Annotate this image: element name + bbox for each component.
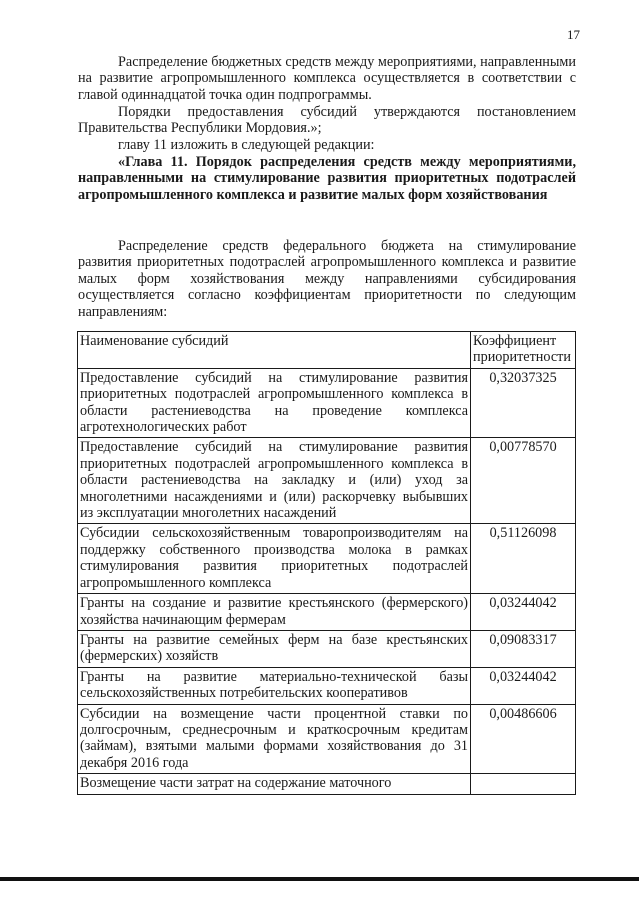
- subsidy-name-cell: Возмещение части затрат на содержание маточного: [78, 774, 471, 794]
- subsidies-table: [77, 331, 576, 795]
- scan-edge-bar: [0, 877, 639, 881]
- table-row: [78, 667, 576, 704]
- header-subsidy-name: Наименование субсидий: [78, 332, 471, 369]
- table-row: [78, 630, 576, 667]
- paragraph-budget-distribution: Распределение бюджетных средств между мероприятиями, направленными на развитие агропромышленного комплекса осуществляется в соответствии с главой одиннадцатой точка один подпрограммы.: [78, 54, 576, 103]
- subsidy-name-cell: Субсидии сельскохозяйственным товаропроизводителям на поддержку собственного производства молока в рамках стимулирования развития приоритетных подотраслей агропромышленного комплекса: [78, 524, 471, 594]
- subsidy-name-cell: Гранты на развитие материально-технической базы сельскохозяйственных потребительских кооперативов: [78, 667, 471, 704]
- table-row: [78, 368, 576, 438]
- coefficient-cell: 0,51126098: [471, 524, 576, 594]
- coefficient-cell: 0,03244042: [471, 594, 576, 631]
- subsidy-name-cell: Гранты на развитие семейных ферм на базе крестьянских (фермерских) хозяйств: [78, 630, 471, 667]
- subsidy-name-cell: Предоставление субсидий на стимулирование развития приоритетных подотраслей агропромышленного комплекса в области растениеводства на проведение комплекса агротехнологических работ: [78, 368, 471, 438]
- paragraph-subsidy-procedures: Порядки предоставления субсидий утверждаются постановлением Правительства Республики Мордовия.»;: [78, 104, 576, 137]
- table-row: [78, 524, 576, 594]
- subsidy-name-cell: Субсидии на возмещение части процентной ставки по долгосрочным, среднесрочным и краткосрочным кредитам (займам), взятыми малыми формами хозяйствования до 31 декабря 2016 года: [78, 704, 471, 774]
- coefficient-cell: 0,00778570: [471, 438, 576, 524]
- paragraph-federal-budget: Распределение средств федерального бюджета на стимулирование развития приоритетных подотраслей агропромышленного комплекса и развитие малых форм хозяйствования между направлениями субсидирования осуществляется согласно коэффициентам приоритетности по следующим направлениям:: [78, 238, 576, 320]
- subsidy-name-cell: Предоставление субсидий на стимулирование развития приоритетных подотраслей агропромышленного комплекса в области растениеводства на закладку и (или) уход за многолетними насаждениями и (или) раскорчевку выбывших из эксплуатации многолетних насаждений: [78, 438, 471, 524]
- coefficient-cell: 0,03244042: [471, 667, 576, 704]
- subsidy-name-cell: Гранты на создание и развитие крестьянского (фермерского) хозяйства начинающим фермерам: [78, 594, 471, 631]
- table-row: [78, 704, 576, 774]
- coefficient-cell: 0,09083317: [471, 630, 576, 667]
- table-row: [78, 594, 576, 631]
- page-number: 17: [567, 27, 580, 42]
- coefficient-cell: 0,00486606: [471, 704, 576, 774]
- header-priority-coefficient: Коэффициент приоритетности: [471, 332, 576, 369]
- table-header-row: [78, 332, 576, 369]
- table-row: [78, 438, 576, 524]
- coefficient-cell: [471, 774, 576, 794]
- chapter-title: «Глава 11. Порядок распределения средств между мероприятиями, направленными на стимулирование развития приоритетных подотраслей агропромышленного комплекса и развитие малых форм хозяйствования: [78, 154, 576, 203]
- coefficient-cell: 0,32037325: [471, 368, 576, 438]
- table-row: [78, 774, 576, 794]
- paragraph-chapter-amendment: главу 11 изложить в следующей редакции:: [118, 137, 375, 153]
